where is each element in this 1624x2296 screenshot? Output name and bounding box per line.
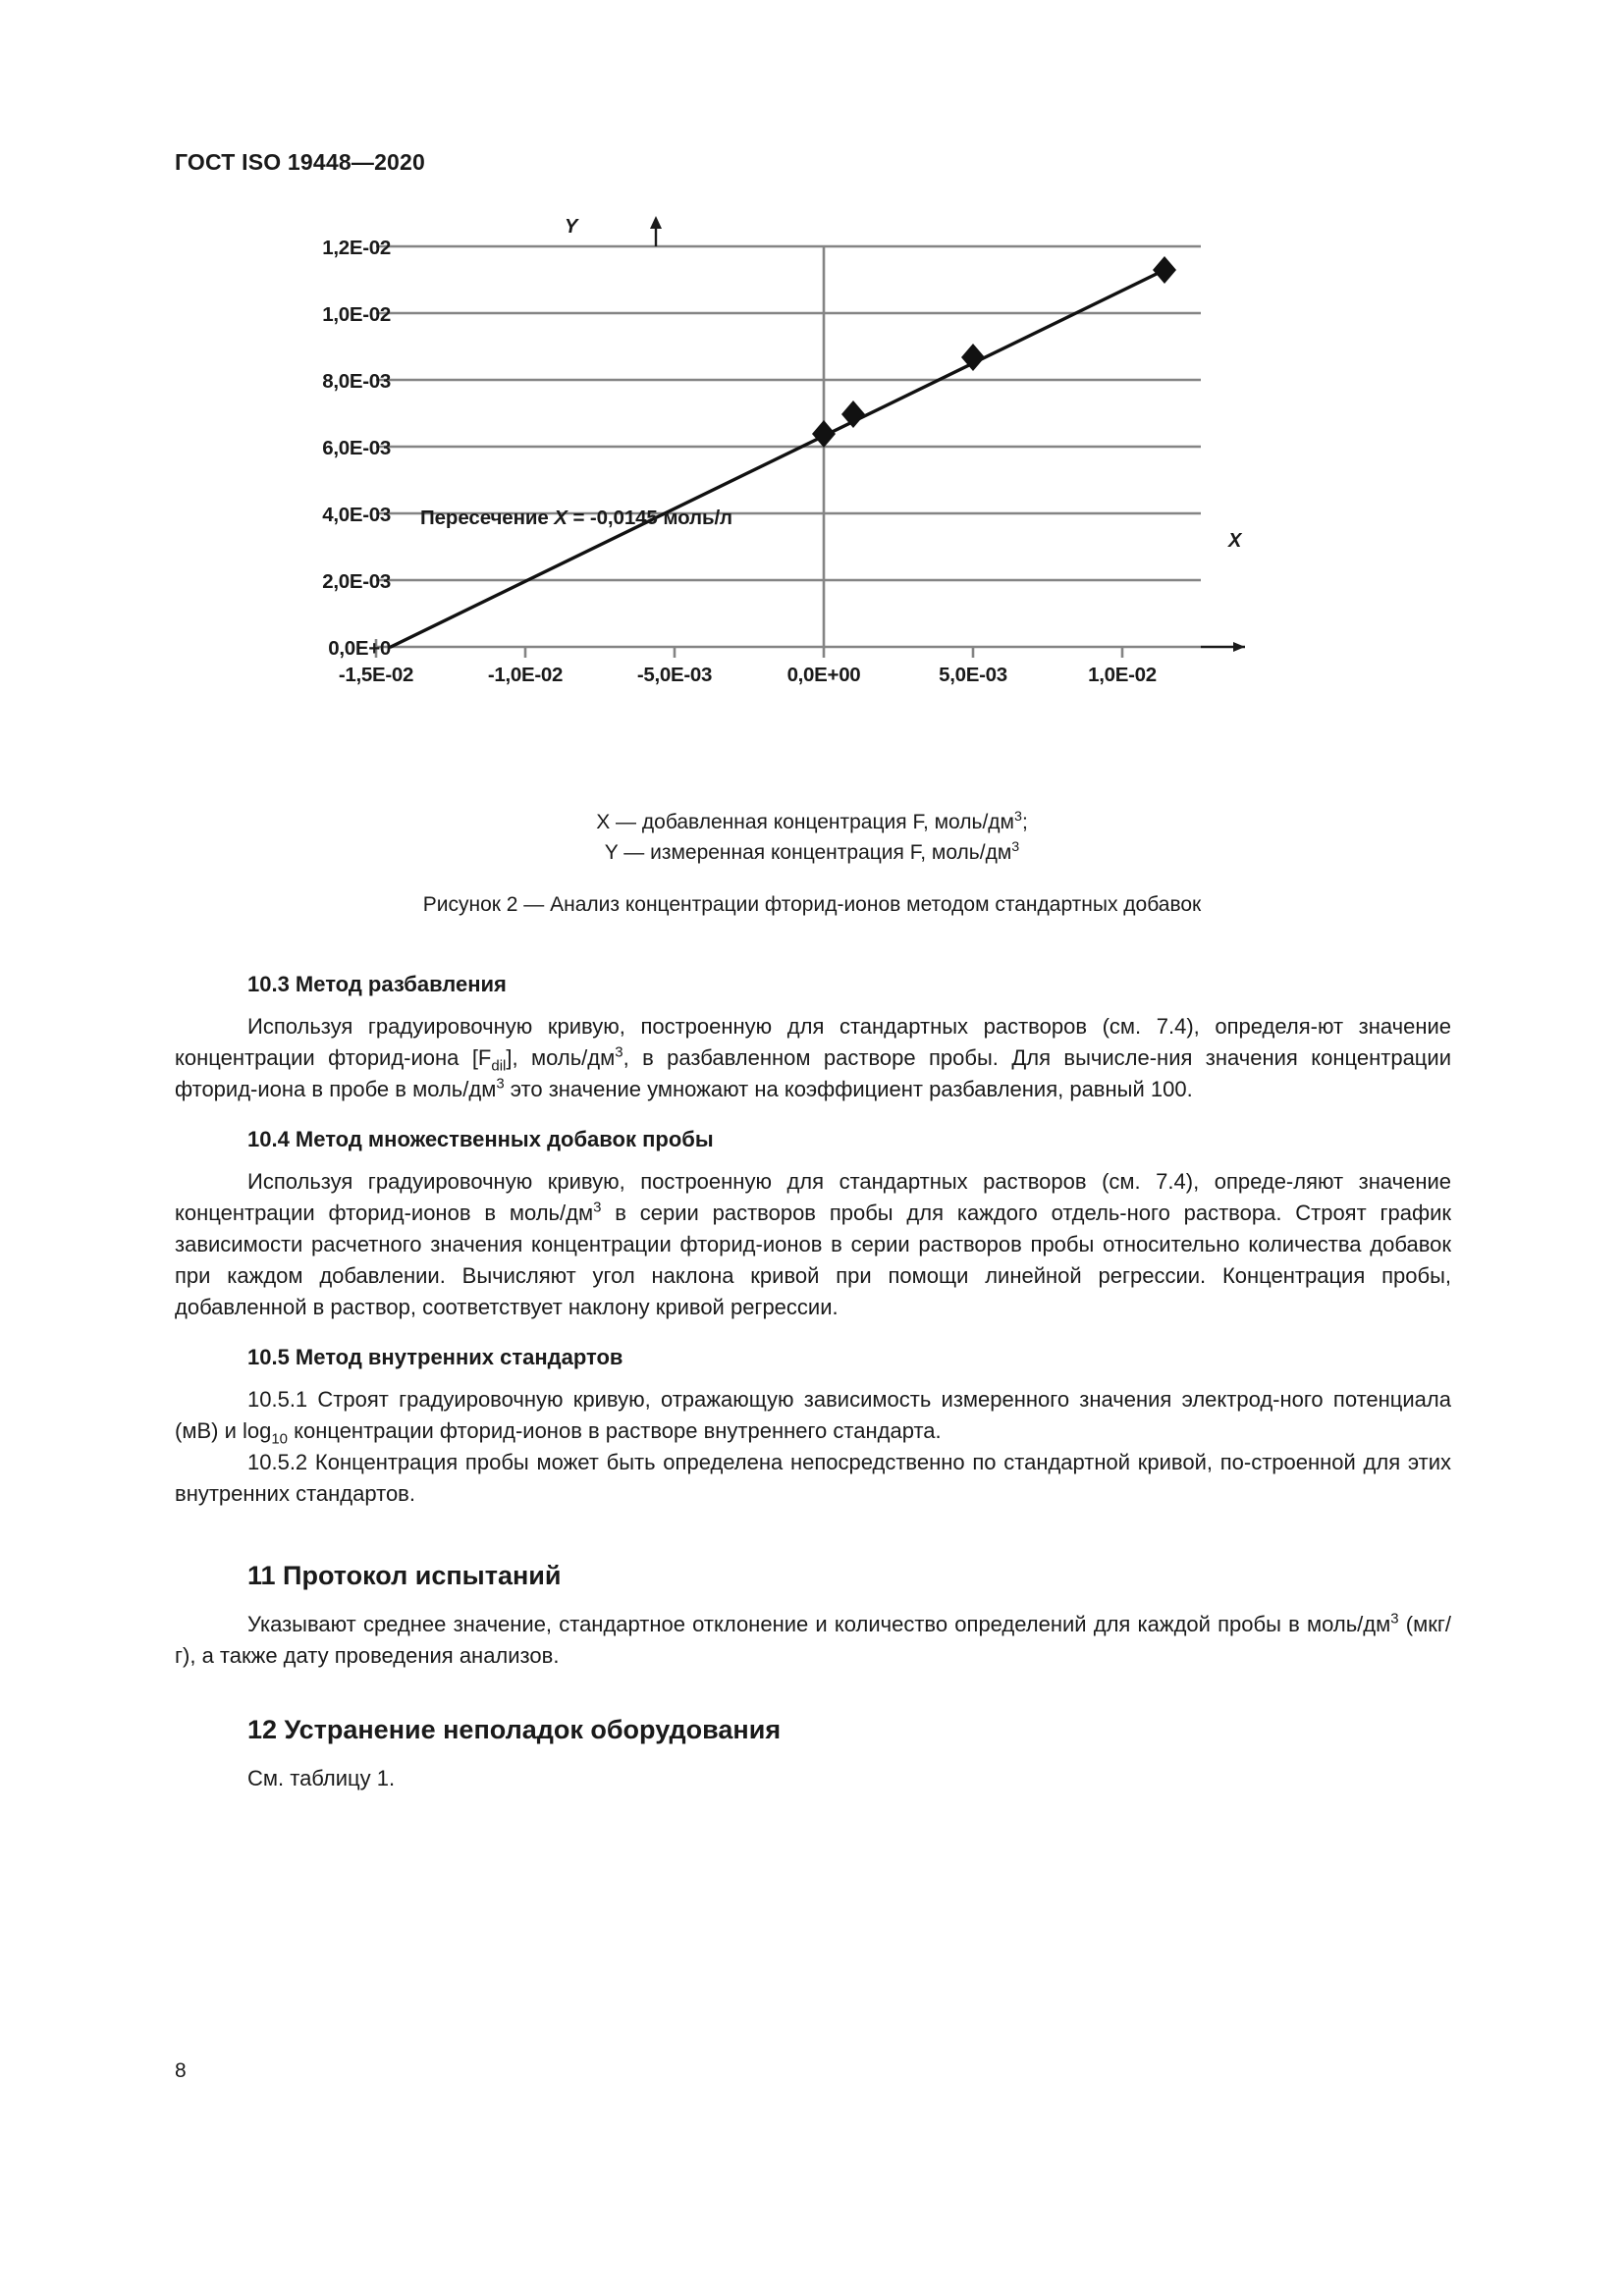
y-tick-label: 1,2E-02	[322, 237, 391, 259]
paragraph-10-3-sub: dil	[491, 1057, 507, 1075]
y-tick-label: 2,0E-03	[322, 570, 391, 593]
intercept-annotation-value: = -0,0145 моль/л	[567, 507, 732, 529]
x-axis-ticks	[376, 647, 1122, 658]
chart-plot	[304, 214, 1384, 675]
page-number: 8	[175, 2059, 187, 2082]
figure-caption: Рисунок 2 — Анализ концентрации фторид-ионов методом стандартных добавок	[422, 893, 1202, 917]
data-point	[812, 420, 836, 448]
y-tick-label: 6,0E-03	[322, 437, 391, 459]
heading-10-5: 10.5 Метод внутренних стандартов	[247, 1345, 623, 1369]
heading-12: 12 Устранение неполадок оборудования	[247, 1715, 782, 1744]
paragraph-10-3-part-c: , в разбавленном растворе пробы. Для вычисле-ния значения концентрации фторид-иона в пробе в моль/дм	[175, 1045, 1451, 1101]
section-spacer	[175, 1531, 1451, 1561]
paragraph-10-5-1-sub: 10	[271, 1430, 288, 1448]
y-axis-arrowhead	[650, 216, 662, 229]
x-tick-label: -1,0E-02	[487, 664, 564, 686]
intercept-annotation-prefix: Пересечение	[420, 507, 555, 529]
paragraph-10-4-part-b: в серии растворов пробы для каждого отдель-ного раствора. Строят график зависимости расчетного значения концентрации фторид-ионов в серии растворов пробы относительно количества добавок при каждом добавлении. Вычисляют угол наклона кривой при помощи линейной регрессии. Концентрация пробы, добавленной в раствор, соответствует наклону кривой регрессии.	[175, 1201, 1451, 1319]
chart-area	[304, 214, 1384, 793]
x-tick-label: -1,5E-02	[338, 664, 414, 686]
heading-10-3: 10.3 Метод разбавления	[247, 972, 507, 996]
figure-key-y-sup: 3	[1011, 839, 1020, 856]
intercept-annotation	[420, 507, 732, 530]
paragraph-10-4	[175, 1166, 1451, 1323]
heading-10-4: 10.4 Метод множественных добавок пробы	[247, 1127, 714, 1151]
paragraph-10-5-2: 10.5.2 Концентрация пробы может быть определена непосредственно по стандартной кривой, по-строенной для этих внутренних стандартов.	[175, 1450, 1451, 1506]
paragraph-10-3-part-d: это значение умножают на коэффициент разбавления, равный 100.	[504, 1077, 1193, 1101]
figure-key-y	[0, 837, 1624, 868]
paragraph-11	[175, 1609, 1451, 1672]
x-axis-title: X	[1228, 530, 1242, 552]
running-header: ГОСТ ISO 19448—2020	[175, 149, 426, 175]
heading-11: 11 Протокол испытаний	[247, 1561, 562, 1590]
y-axis-title: Y	[565, 216, 578, 238]
x-tick-label: -5,0E-03	[636, 664, 713, 686]
paragraph-10-3-sup-2: 3	[496, 1075, 505, 1093]
paragraph-10-3	[175, 1011, 1451, 1105]
figure-key-y-text: Y — измеренная концентрация F, моль/дм	[604, 841, 1012, 865]
paragraph-11-sup: 3	[1390, 1610, 1399, 1628]
intercept-annotation-variable: X	[554, 507, 568, 529]
figure-key-x-suffix: ;	[1021, 811, 1028, 833]
x-tick-label: 0,0E+00	[786, 664, 861, 686]
regression-line	[391, 270, 1164, 647]
figure-keys	[0, 807, 1624, 868]
figure-2-block	[0, 214, 1624, 917]
paragraph-11-part-a: Указывают среднее значение, стандартное отклонение и количество определений для каждой пробы в моль/дм	[247, 1612, 1391, 1636]
paragraph-10-4-sup: 3	[593, 1199, 602, 1216]
paragraph-10-3-part-b: ], моль/дм	[506, 1045, 616, 1070]
paragraph-10-4-part-a: Используя градуировочную кривую, построенную для стандартных растворов (см. 7.4), опреде-ляют значение концентрации фторид-ионов в моль/дм	[175, 1169, 1451, 1225]
paragraph-12: См. таблицу 1.	[247, 1766, 396, 1790]
figure-key-x	[0, 807, 1624, 837]
section-spacer	[175, 1693, 1451, 1715]
y-tick-label: 4,0E-03	[322, 504, 391, 526]
paragraph-10-5-1	[175, 1384, 1451, 1447]
y-tick-label: 1,0E-02	[322, 303, 391, 326]
y-tick-label: 8,0E-03	[322, 370, 391, 393]
paragraph-10-3-sup-1: 3	[615, 1043, 623, 1061]
x-axis-arrowhead	[1233, 642, 1245, 652]
x-tick-label: 1,0E-02	[1088, 664, 1157, 686]
paragraph-10-5-1-part-b: концентрации фторид-ионов в растворе внутреннего стандарта.	[287, 1418, 942, 1443]
paragraph-10-3-part-a: Используя градуировочную кривую, построенную для стандартных растворов (см. 7.4), определя-ют значение концентрации фторид-иона [F	[175, 1014, 1451, 1070]
paragraph-11-part-b: (мкг/г), а также дату проведения анализов.	[175, 1612, 1451, 1668]
gridlines-horizontal	[376, 246, 1201, 580]
x-tick-label: 5,0E-03	[939, 664, 1007, 686]
figure-key-x-text: X — добавленная концентрация F, моль/дм	[596, 811, 1014, 833]
data-point	[1153, 256, 1176, 284]
figure-key-x-sup: 3	[1014, 809, 1022, 825]
paragraph-10-5-1-part-a: 10.5.1 Строят градуировочную кривую, отражающую зависимость измеренного значения электрод-ного потенциала (мВ) и log	[175, 1387, 1451, 1443]
y-tick-label: 0,0E+0	[328, 637, 391, 660]
document-body	[175, 972, 1451, 1816]
